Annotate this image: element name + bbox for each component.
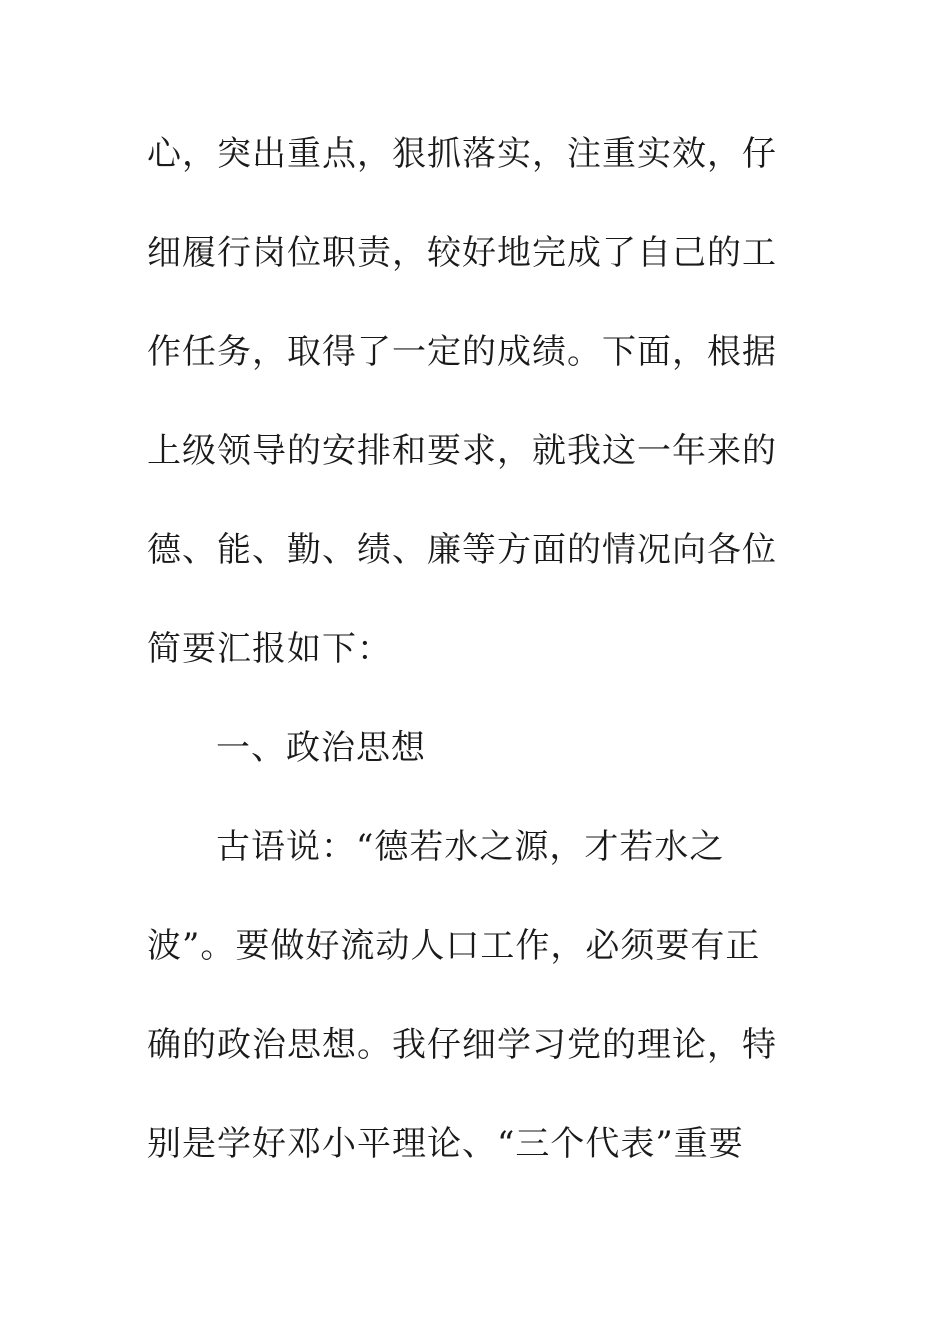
paragraph-start-line: 古语说：“德若水之源，才若水之 [216, 827, 725, 867]
text-line: 心，突出重点，狠抓落实，注重实效，仔 [147, 134, 777, 174]
text-line: 德、能、勤、绩、廉等方面的情况向各位 [147, 530, 777, 570]
text-line: 上级领导的安排和要求，就我这一年来的 [147, 431, 777, 471]
document-body [147, 124, 787, 1213]
section-heading: 一、政治思想 [216, 728, 426, 768]
text-line: 作任务，取得了一定的成绩。下面，根据 [147, 332, 777, 372]
text-line: 细履行岗位职责，较好地完成了自己的工 [147, 233, 777, 273]
text-line: 别是学好邓小平理论、“三个代表”重要 [147, 1124, 744, 1164]
text-line: 简要汇报如下： [147, 629, 392, 669]
text-line: 确的政治思想。我仔细学习党的理论，特 [147, 1025, 777, 1065]
text-line: 波”。要做好流动人口工作，必须要有正 [147, 926, 761, 966]
